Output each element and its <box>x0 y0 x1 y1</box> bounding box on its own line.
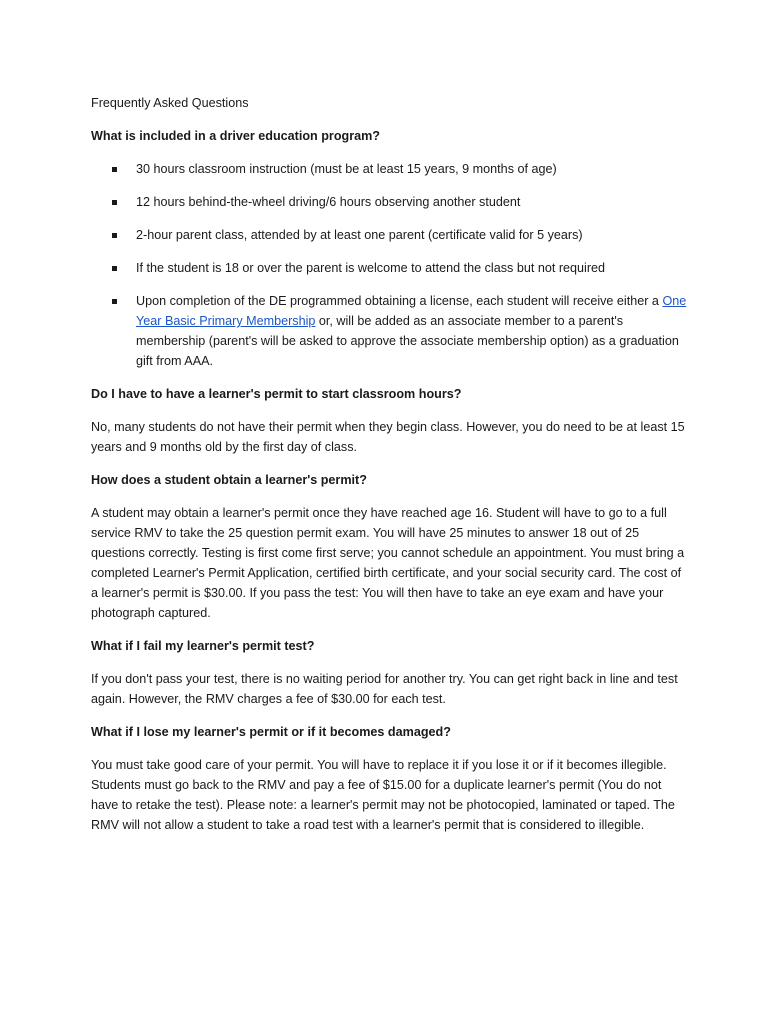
list-item-text-before-link: Upon completion of the DE programmed obtaining a license, each student will receive either a <box>136 294 663 308</box>
faq-answer: You must take good care of your permit. You will have to replace it if you lose it or if it becomes illegible. Students must go back to the RMV and pay a fee of $15.00 for a duplicate learner's permit (You do not have to retake the test). Please note: a learner's permit may not be photocopied, laminated or taped. The RMV will not allow a student to take a road test with a learner's permit that is considered to illegible. <box>91 758 675 832</box>
list-item <box>91 291 691 371</box>
faq-question: What if I lose my learner's permit or if it becomes damaged? <box>91 725 451 739</box>
faq-answer: No, many students do not have their permit when they begin class. However, you do need to be at least 15 years and 9 months old by the first day of class. <box>91 420 685 454</box>
faq-question: What is included in a driver education program? <box>91 129 380 143</box>
list-item-text: 30 hours classroom instruction (must be at least 15 years, 9 months of age) <box>136 162 557 176</box>
bullet-icon <box>112 167 117 172</box>
list-item-text: 2-hour parent class, attended by at least one parent (certificate valid for 5 years) <box>136 228 583 242</box>
list-item <box>91 192 691 212</box>
faq-answer: If you don't pass your test, there is no waiting period for another try. You can get right back in line and test again. However, the RMV charges a fee of $30.00 for each test. <box>91 672 678 706</box>
faq-question: Do I have to have a learner's permit to start classroom hours? <box>91 387 462 401</box>
faq-question: How does a student obtain a learner's permit? <box>91 473 367 487</box>
list-item <box>91 258 691 278</box>
bullet-icon <box>112 200 117 205</box>
faq-question: What if I fail my learner's permit test? <box>91 639 315 653</box>
bullet-icon <box>112 299 117 304</box>
bullet-icon <box>112 233 117 238</box>
program-includes-list <box>91 159 691 371</box>
page-title: Frequently Asked Questions <box>91 96 249 110</box>
membership-link[interactable]: One Year Basic Primary Membership <box>136 294 687 328</box>
list-item-text: If the student is 18 or over the parent is welcome to attend the class but not required <box>136 261 606 275</box>
list-item-text-after-link: or, will be added as an associate member to a parent's membership (parent's will be asked to approve the associate membership option) as a graduation gift from AAA. <box>136 314 679 368</box>
faq-content <box>91 93 691 848</box>
list-item <box>91 159 691 179</box>
list-item <box>91 225 691 245</box>
list-item-text: 12 hours behind-the-wheel driving/6 hours observing another student <box>136 195 521 209</box>
faq-answer: A student may obtain a learner's permit once they have reached age 16. Student will have to go to a full service RMV to take the 25 question permit exam. You will have 25 minutes to answer 18 out of 25 questions correctly. Testing is first come first serve; you cannot schedule an appointment. You must bring a completed Learner's Permit Application, certified birth certificate, and your social security card. The cost of a learner's permit is $30.00. If you pass the test: You will then have to take an eye exam and have your photograph captured. <box>91 506 685 620</box>
bullet-icon <box>112 266 117 271</box>
